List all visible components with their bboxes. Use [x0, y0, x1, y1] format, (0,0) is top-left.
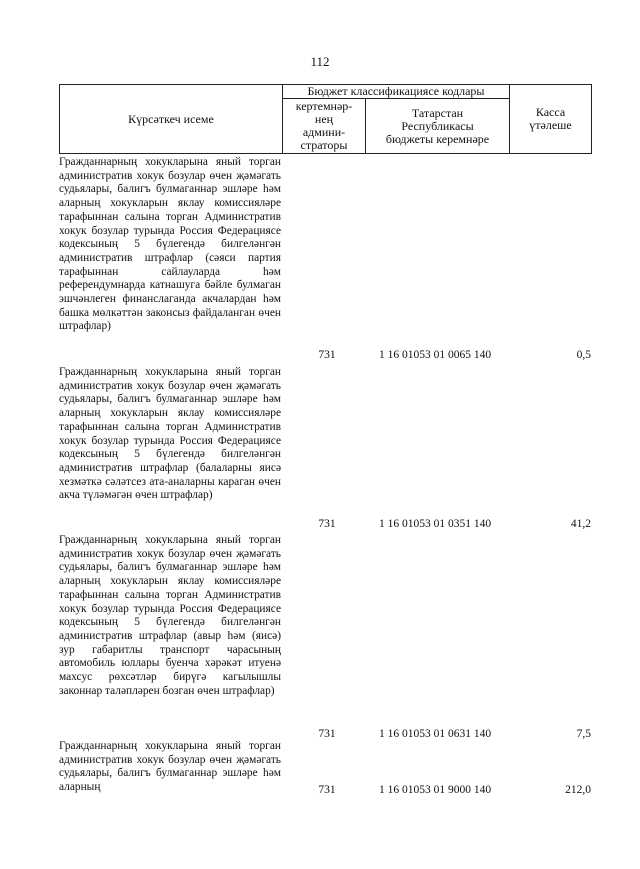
table-body [59, 156, 591, 800]
header-budget-codes: Бюджет классификациясе кодлары [283, 85, 510, 99]
header-cash-execution: Касса үтәлеше [510, 85, 592, 154]
row-classification-code: 1 16 01053 01 0065 140 [378, 349, 492, 361]
row-admin-code: 731 [318, 784, 336, 796]
row-cash-amount: 0,5 [576, 349, 591, 361]
table-header [59, 84, 592, 154]
table-row [59, 534, 591, 740]
row-cash-amount: 41,2 [570, 518, 591, 530]
row-classification-code: 1 16 01053 01 0351 140 [378, 518, 492, 530]
header-indicator-name: Күрсәткеч исеме [60, 85, 283, 154]
row-admin-code: 731 [318, 728, 336, 740]
row-description: Гражданнарның хокукларына яный торган административ хокук бозулар өчен җәмәгать судьялары, балигъ булмаганнар эшләре һәм аларның хокукларын яклау комиссияләре тарафыннан салына торган Административ хокук бозулар турында Россия Федерациясе кодексының 5 бүлегендә билгеләнгән административ штрафлар (балаларны яисә хезмәткә сәләтсез ата-аналарны караган өчен акча түләмәгән өчен штрафлар) [59, 366, 281, 502]
page-number: 112 [310, 54, 330, 69]
row-description: Гражданнарның хокукларына яный торган административ хокук бозулар өчен җәмәгать судьялары, балигъ булмаганнар эшләре һәм аларның хокукларын яклау комиссияләре тарафыннан салына торган Административ хокук бозулар турында Россия Федерациясе кодексының 5 бүлегендә билгеләнгән административ штрафлар (сәяси партия тарафыннан сайлауларда һәм референдумнарда катнашуга бәйле булмаган эшчәнлеген финанслаганда акчалардан һәм башка мөлкәттән законсыз файдаланган өчен штрафлар) [59, 156, 281, 333]
row-classification-code: 1 16 01053 01 0631 140 [378, 728, 492, 740]
row-description: Гражданнарның хокукларына яный торган административ хокук бозулар өчен җәмәгать судьялары, балигъ булмаганнар эшләре һәм аларның [59, 740, 281, 794]
table-row [59, 156, 591, 366]
row-cash-amount: 212,0 [565, 784, 591, 796]
row-description: Гражданнарның хокукларына яный торган административ хокук бозулар өчен җәмәгать судьялары, балигъ булмаганнар эшләре һәм аларның хокукларын яклау комиссияләре тарафыннан салына торган Административ хокук бозулар турында Россия Федерациясе кодексының 5 бүлегендә билгеләнгән административ штрафлар (авыр һәм (яисә) зур габаритлы транспорт чарасының автомобиль юллары буенча хәрәкәт итуенә махсус рөхсәтләр бирүгә кагылышлы законнар таләпләрен бозган өчен штрафлар) [59, 534, 281, 697]
header-republic-budget-revenue: Татарстан Республикасы бюджеты керемнәре [366, 99, 510, 154]
table-row [59, 366, 591, 534]
row-classification-code: 1 16 01053 01 9000 140 [378, 784, 492, 796]
header-revenue-administrator: кертемнәр- нең админи- страторы [283, 99, 366, 154]
row-admin-code: 731 [318, 349, 336, 361]
row-cash-amount: 7,5 [576, 728, 591, 740]
row-admin-code: 731 [318, 518, 336, 530]
table-row [59, 740, 591, 800]
